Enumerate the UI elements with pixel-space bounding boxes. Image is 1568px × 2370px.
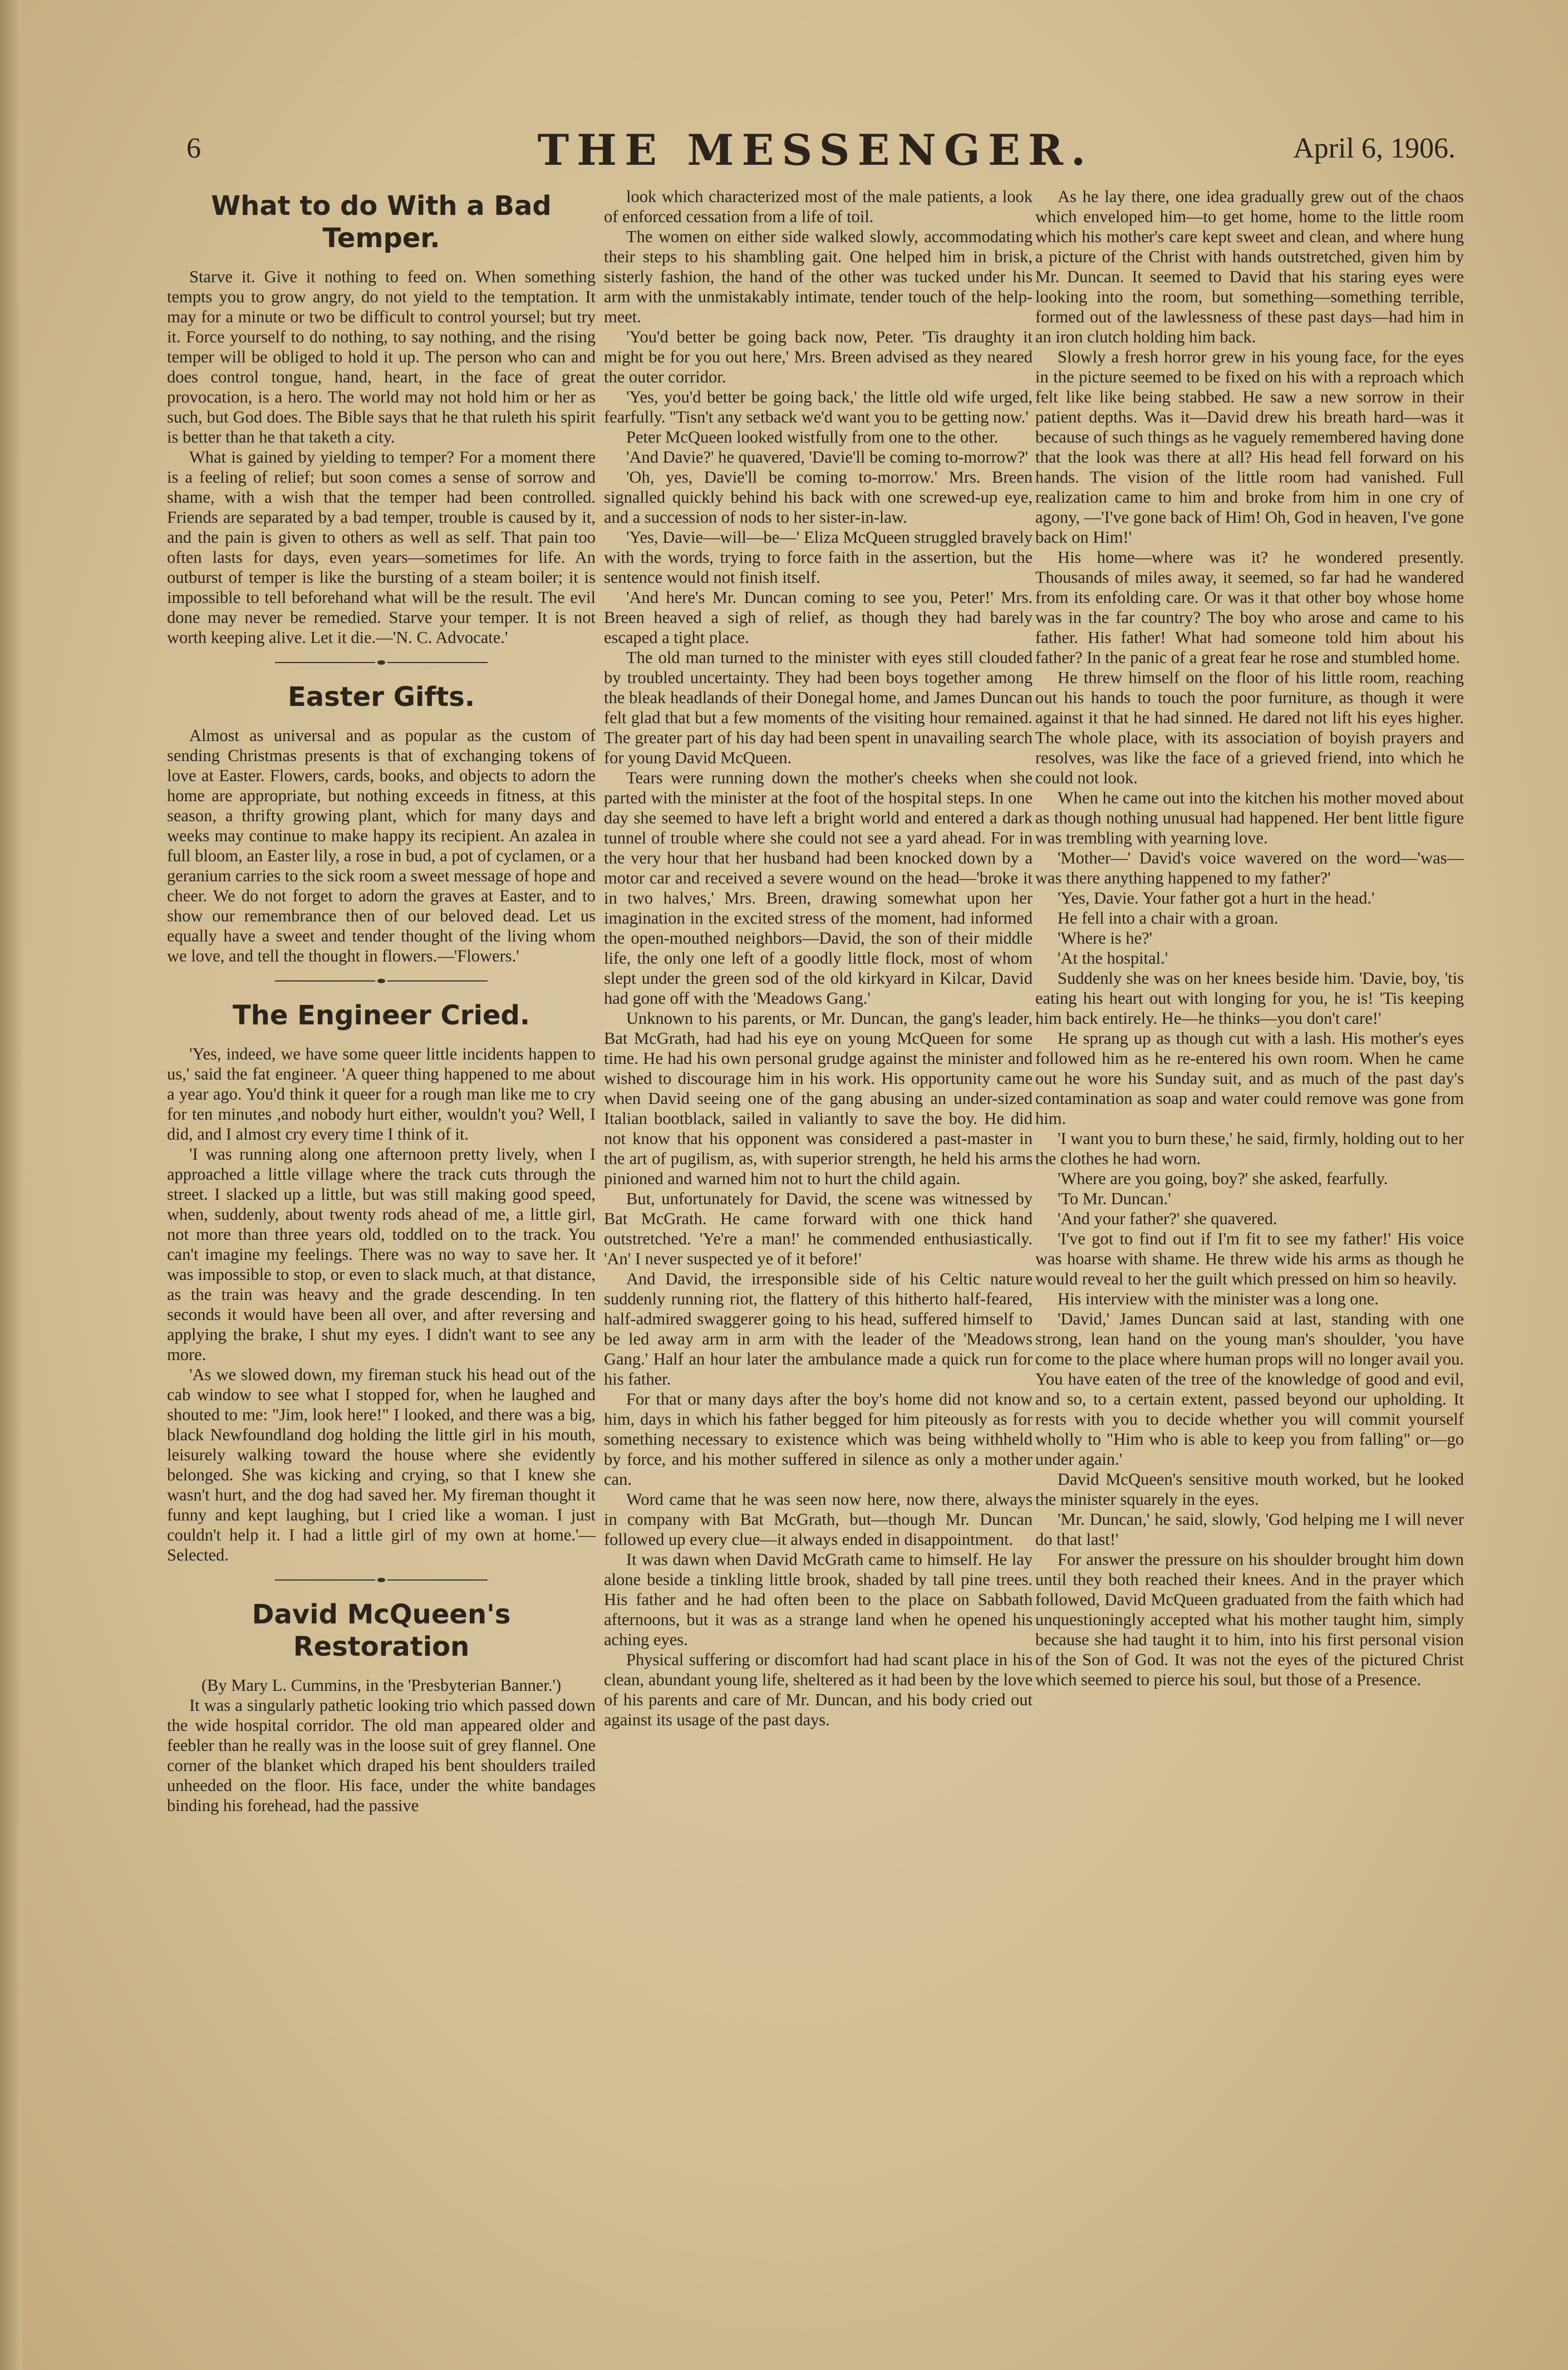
page-header [167,125,1464,175]
paragraph: 'David,' James Duncan said at last, standing with one strong, lean hand on the young man's shoulder, 'you have come to the place where human props will no longer avail you. You have eaten of the tree of the knowledge of good and evil, and so, to a certain extent, passed beyond our upholding. It rests with you to decide whether you will commit yourself wholly to "Him who is able to keep you from falling" or—go under again.' [1035,1309,1464,1469]
article-title-temper: What to do With a Bad Temper. [211,190,552,254]
article-title-easter: Easter Gifts. [287,681,475,713]
paragraph: 'And here's Mr. Duncan coming to see you, Peter!' Mrs. Breen heaved a sigh of relief, as though they had barely escaped a tight place. [604,588,1033,647]
paragraph: 'Yes, indeed, we have some queer little incidents happen to us,' said the fat engineer. 'A queer thing happened to me about a year ago. You'd think it queer for a rough man like me to cry for ten minutes ,and nobody hurt either, wouldn't you? Well, I did, and I almost cry every time I think of it. [167,1044,596,1144]
paragraph: It was dawn when David McGrath came to himself. He lay alone beside a tinkling little brook, shaded by tall pine trees. His father and he had often been to the place on Sabbath afternoons, but it was as a strange land when he opened his aching eyes. [604,1550,1033,1649]
paragraph: Tears were running down the mother's cheeks when she parted with the minister at the foot of the hospital steps. In one day she seemed to have left a bright world and entered a dark tunnel of trouble where she could not see a yard ahead. For in the very hour that her husband had been knocked down by a motor car and received a severe wound on the head—'broke it in two halves,' Mrs. Breen, drawing somewhat upon her imagination in the excited stress of the moment, had informed the open-mouthed neighbors—David, the son of their middle life, the only one left of a goodly little flock, most of whom slept under the green sod of the old kirkyard in Kilcar, David had gone off with the 'Meadows Gang.' [604,768,1033,1008]
paragraph: David McQueen's sensitive mouth worked, but he looked the minister squarely in the eyes. [1035,1470,1464,1509]
paragraph: He threw himself on the floor of his little room, reaching out his hands to touch the poor furniture, as though it were against it that he had sinned. He dared not lift his eyes higher. The whole place, with its association of boyish prayers and resolves, was like the face of a grieved friend, into which he could not look. [1035,668,1464,787]
page-edge [0,0,22,2370]
paragraph: What is gained by yielding to temper? For a moment there is a feeling of relief; but soon comes a sense of sorrow and shame, with a wish that the temper had been controlled. Friends are separated by a bad temper, trouble is caused by it, and the pain is given to others as well as self. That pain too often lasts for days, even years—sometimes for life. An outburst of temper is like the bursting of a steam boiler; it is impossible to tell beforehand what will be the result. The evil done may never be remedied. Starve your temper. It is not worth keeping alive. Let it die.—'N. C. Advocate.' [167,448,596,647]
paragraph: 'I was running along one afternoon pretty lively, when I approached a little village where the track cuts through the street. I slacked up a little, but was still making good speed, when, suddenly, about twenty rods ahead of me, a little girl, not more than three years old, toddled on to the track. You can't imagine my feelings. There was no way to save her. It was impossible to stop, or even to slack much, at that distance, as the train was heavy and the grade descending. In ten seconds it would have been all over, and after reversing and applying the brake, I shut my eyes. I didn't want to see any more. [167,1145,596,1364]
paragraph: 'As we slowed down, my fireman stuck his head out of the cab window to see what I stopped for, when he laughed and shouted to me: "Jim, look here!" I looked, and there was a big, black Newfoundland dog holding the little girl in his mouth, leisurely walking toward the house where she evidently belonged. She was kicking and crying, so that I knew she wasn't hurt, and the dog had saved her. My fireman thought it funny and kept laughing, but I cried like a woman. I just couldn't help it. I had a little girl of my own at home.'—Selected. [167,1365,596,1564]
paragraph: 'I've got to find out if I'm fit to see my father!' His voice was hoarse with shame. He threw wide his arms as though he would reveal to her the guilt which pressed on him so heavily. [1035,1229,1464,1288]
paragraph: 'I want you to burn these,' he said, firmly, holding out to her the clothes he had worn. [1035,1129,1464,1168]
column-1 [167,187,596,1815]
paragraph: And David, the irresponsible side of his Celtic nature suddenly running riot, the flattery of this hitherto half-feared, half-admired swaggerer going to his head, suffered himself to be led away arm in arm with the leader of the 'Meadows Gang.' Half an hour later the ambulance made a quick run for his father. [604,1269,1033,1388]
paragraph: Peter McQueen looked wistfully from one to the other. [626,428,999,446]
section-divider [167,1569,596,1588]
article-title-engineer: The Engineer Cried. [232,1000,530,1031]
paragraph: Word came that he was seen now here, now there, always in company with Bat McGrath, but—though Mr. Duncan followed up every clue—it always ended in disappointment. [604,1490,1033,1549]
paragraph: 'At the hospital.' [1058,949,1168,968]
section-divider [167,652,596,671]
paragraph: The old man turned to the minister with eyes still clouded by troubled uncertainty. They had been boys together among the bleak headlands of their Donegal home, and James Duncan felt glad that but a few moments of the visiting hour remained. The greater part of his day had been spent in unavailing search for young David McQueen. [604,648,1033,767]
paragraph: Almost as universal and as popular as the custom of sending Christmas presents is that of exchanging tokens of love at Easter. Flowers, cards, books, and objects to adorn the home are appropriate, but nothing exceeds in fitness, at this season, a thrifty growing plant, which for many days and weeks may continue to make happy its recipient. An azalea in full bloom, an Easter lily, a rose in bud, a pot of cyclamen, or a geranium carries to the sick room a sweet message of hope and cheer. We do not forget to adorn the graves at Easter, and to show our remembrance then of our beloved dead. Let us equally have a sweet and tender thought of the living whom we love, and tell the thought in flowers.—'Flowers.' [167,726,596,965]
paragraph: His home—where was it? he wondered presently. Thousands of miles away, it seemed, so far had he wandered from its enfolding care. Or was it that other boy whose home was in the far country? The boy who arose and came to his father. His father! What had someone told him about his father? In the panic of a great fear he rose and stumbled home. [1035,548,1464,667]
paragraph: For that or many days after the boy's home did not know him, days in which his father begged for him piteously as for something necessary to existence which was being withheld by force, and his mother suffered in silence as only a mother can. [604,1390,1033,1489]
paragraph: 'Mother—' David's voice wavered on the word—'was—was there anything happened to my father?' [1035,848,1464,887]
paragraph: 'To Mr. Duncan.' [1058,1189,1171,1208]
paragraph: 'Where is he?' [1058,929,1153,948]
paragraph: The women on either side walked slowly, accommodating their steps to his shambling gait. One helped him in brisk, sisterly fashion, the hand of the other was tucked under his arm with the unmistakably intimate, tender touch of the help-meet. [604,227,1033,326]
paragraph: 'Mr. Duncan,' he said, slowly, 'God helping me I will never do that last!' [1035,1510,1464,1549]
paragraph: look which characterized most of the male patients, a look of enforced cessation from a life of toil. [604,187,1033,226]
paragraph: 'And Davie?' he quavered, 'Davie'll be coming to-morrow?' [626,448,1028,467]
paragraph: He sprang up as though cut with a lash. His mother's eyes followed him as he re-entered his own room. When he came out he wore his Sunday suit, and as much of the past day's contamination as soap and water could remove was gone from him. [1035,1029,1464,1128]
paragraph: He fell into a chair with a groan. [1058,909,1279,928]
paragraph: Unknown to his parents, or Mr. Duncan, the gang's leader, Bat McGrath, had had his eye on young McQueen for some time. He had his own personal grudge against the minister and wished to discourage him in his work. His opportunity came when David seeing one of the gang abusing an under-sized Italian bootblack, sailed in valiantly to save the boy. He did not know that his opponent was considered a past-master in the art of pugilism, as, with superior strength, he held his arms pinioned and warned him not to hurt the child again. [604,1009,1033,1188]
page-number: 6 [186,133,201,164]
paragraph: 'And your father?' she quavered. [1058,1209,1277,1228]
article-title-david: David McQueen's Restoration [252,1599,511,1662]
paragraph: 'Yes, you'd better be going back,' the little old wife urged, fearfully. ''Tisn't any setback we'd want you to be getting now.' [604,387,1033,426]
byline: (By Mary L. Cummins, in the 'Presbyterian Banner.') [201,1676,562,1695]
paragraph: Starve it. Give it nothing to feed on. When something tempts you to grow angry, do not yield to the temptation. It may for a minute or two be difficult to control yoursel; but try it. Force yourself to do nothing, to say nothing, and the rising temper will be obliged to hold it up. The person who can and does control tongue, hand, heart, in the face of great provocation, is a hero. The world may not hold him or her as such, but God does. The Bible says that he that ruleth his spirit is better than he that taketh a city. [167,267,596,446]
paragraph: For answer the pressure on his shoulder brought him down until they both reached their knees. And in the prayer which followed, David McQueen graduated from the faith which had unquestioningly accepted what his mother taught him, simply because she had taught it to him, into his first personal vision of the Son of God. It was not the eyes of the pictured Christ which seemed to pierce his soul, but those of a Presence. [1035,1550,1464,1689]
paragraph: But, unfortunately for David, the scene was witnessed by Bat McGrath. He came forward with one thick hand outstretched. 'Ye're a man!' he commended enthusiastically. 'An' I never suspected ye of it before!' [604,1189,1033,1268]
paragraph: 'Yes, Davie—will—be—' Eliza McQueen struggled bravely with the words, trying to force faith in the assertion, but the sentence would not finish itself. [604,528,1033,587]
paragraph: Physical suffering or discomfort had had scant place in his clean, abundant young life, sheltered as it had been by the love of his parents and care of Mr. Duncan, and his body cried out against its usage of the past days. [604,1650,1033,1729]
column-3 [1035,187,1464,1690]
paragraph: As he lay there, one idea gradually grew out of the chaos which enveloped him—to get home, home to the little room which his mother's care kept sweet and clean, and where hung a picture of the Christ with hands outstretched, given him by Mr. Duncan. It seemed to David that his staring eyes were looking into the room, but something—something terrible, formed out of the lawlessness of these past days—had him in an iron clutch holding him back. [1035,187,1464,346]
paragraph: 'You'd better be going back now, Peter. 'Tis draughty it might be for you out here,' Mrs. Breen advised as they neared the outer corridor. [604,327,1033,386]
column-2 [604,187,1033,1730]
paragraph: His interview with the minister was a long one. [1058,1289,1379,1308]
paragraph: 'Where are you going, boy?' she asked, fearfully. [1058,1169,1388,1188]
masthead: THE MESSENGER. [537,125,1094,175]
paragraph: Slowly a fresh horror grew in his young face, for the eyes in the picture seemed to be fixed on his with a reproach which felt like like being stabbed. He saw a new sorrow in their patient depths. Was it—David drew his breath hard—was it because of such things as he vaguely remembered having done that the look was there at all? His head fell forward on his hands. The vision of the little room had vanished. Full realization came to him and broke from him in one cry of agony, —'I've gone back of Him! Oh, God in heaven, I've gone back on Him!' [1035,347,1464,547]
paragraph: It was a singularly pathetic looking trio which passed down the wide hospital corridor. The old man appeared older and feebler than he really was in the loose suit of grey flannel. One corner of the blanket which draped his bent shoulders trailed unheeded on the floor. His face, under the white bandages binding his forehead, had the passive [167,1696,596,1815]
paragraph: 'Oh, yes, Davie'll be coming to-morrow.' Mrs. Breen signalled quickly behind his back with one screwed-up eye, and a succession of nods to her sister-in-law. [604,468,1033,527]
section-divider [167,970,596,989]
paragraph: Suddenly she was on her knees beside him. 'Davie, boy, 'tis eating his heart out with longing for you, he is! 'Tis keeping him back entirely. He—he thinks—you don't care!' [1035,969,1464,1028]
issue-date: April 6, 1906. [1293,133,1456,164]
paragraph: 'Yes, Davie. Your father got a hurt in the head.' [1058,889,1375,907]
paragraph: When he came out into the kitchen his mother moved about as though nothing unusual had happened. Her bent little figure was trembling with yearning love. [1035,788,1464,847]
